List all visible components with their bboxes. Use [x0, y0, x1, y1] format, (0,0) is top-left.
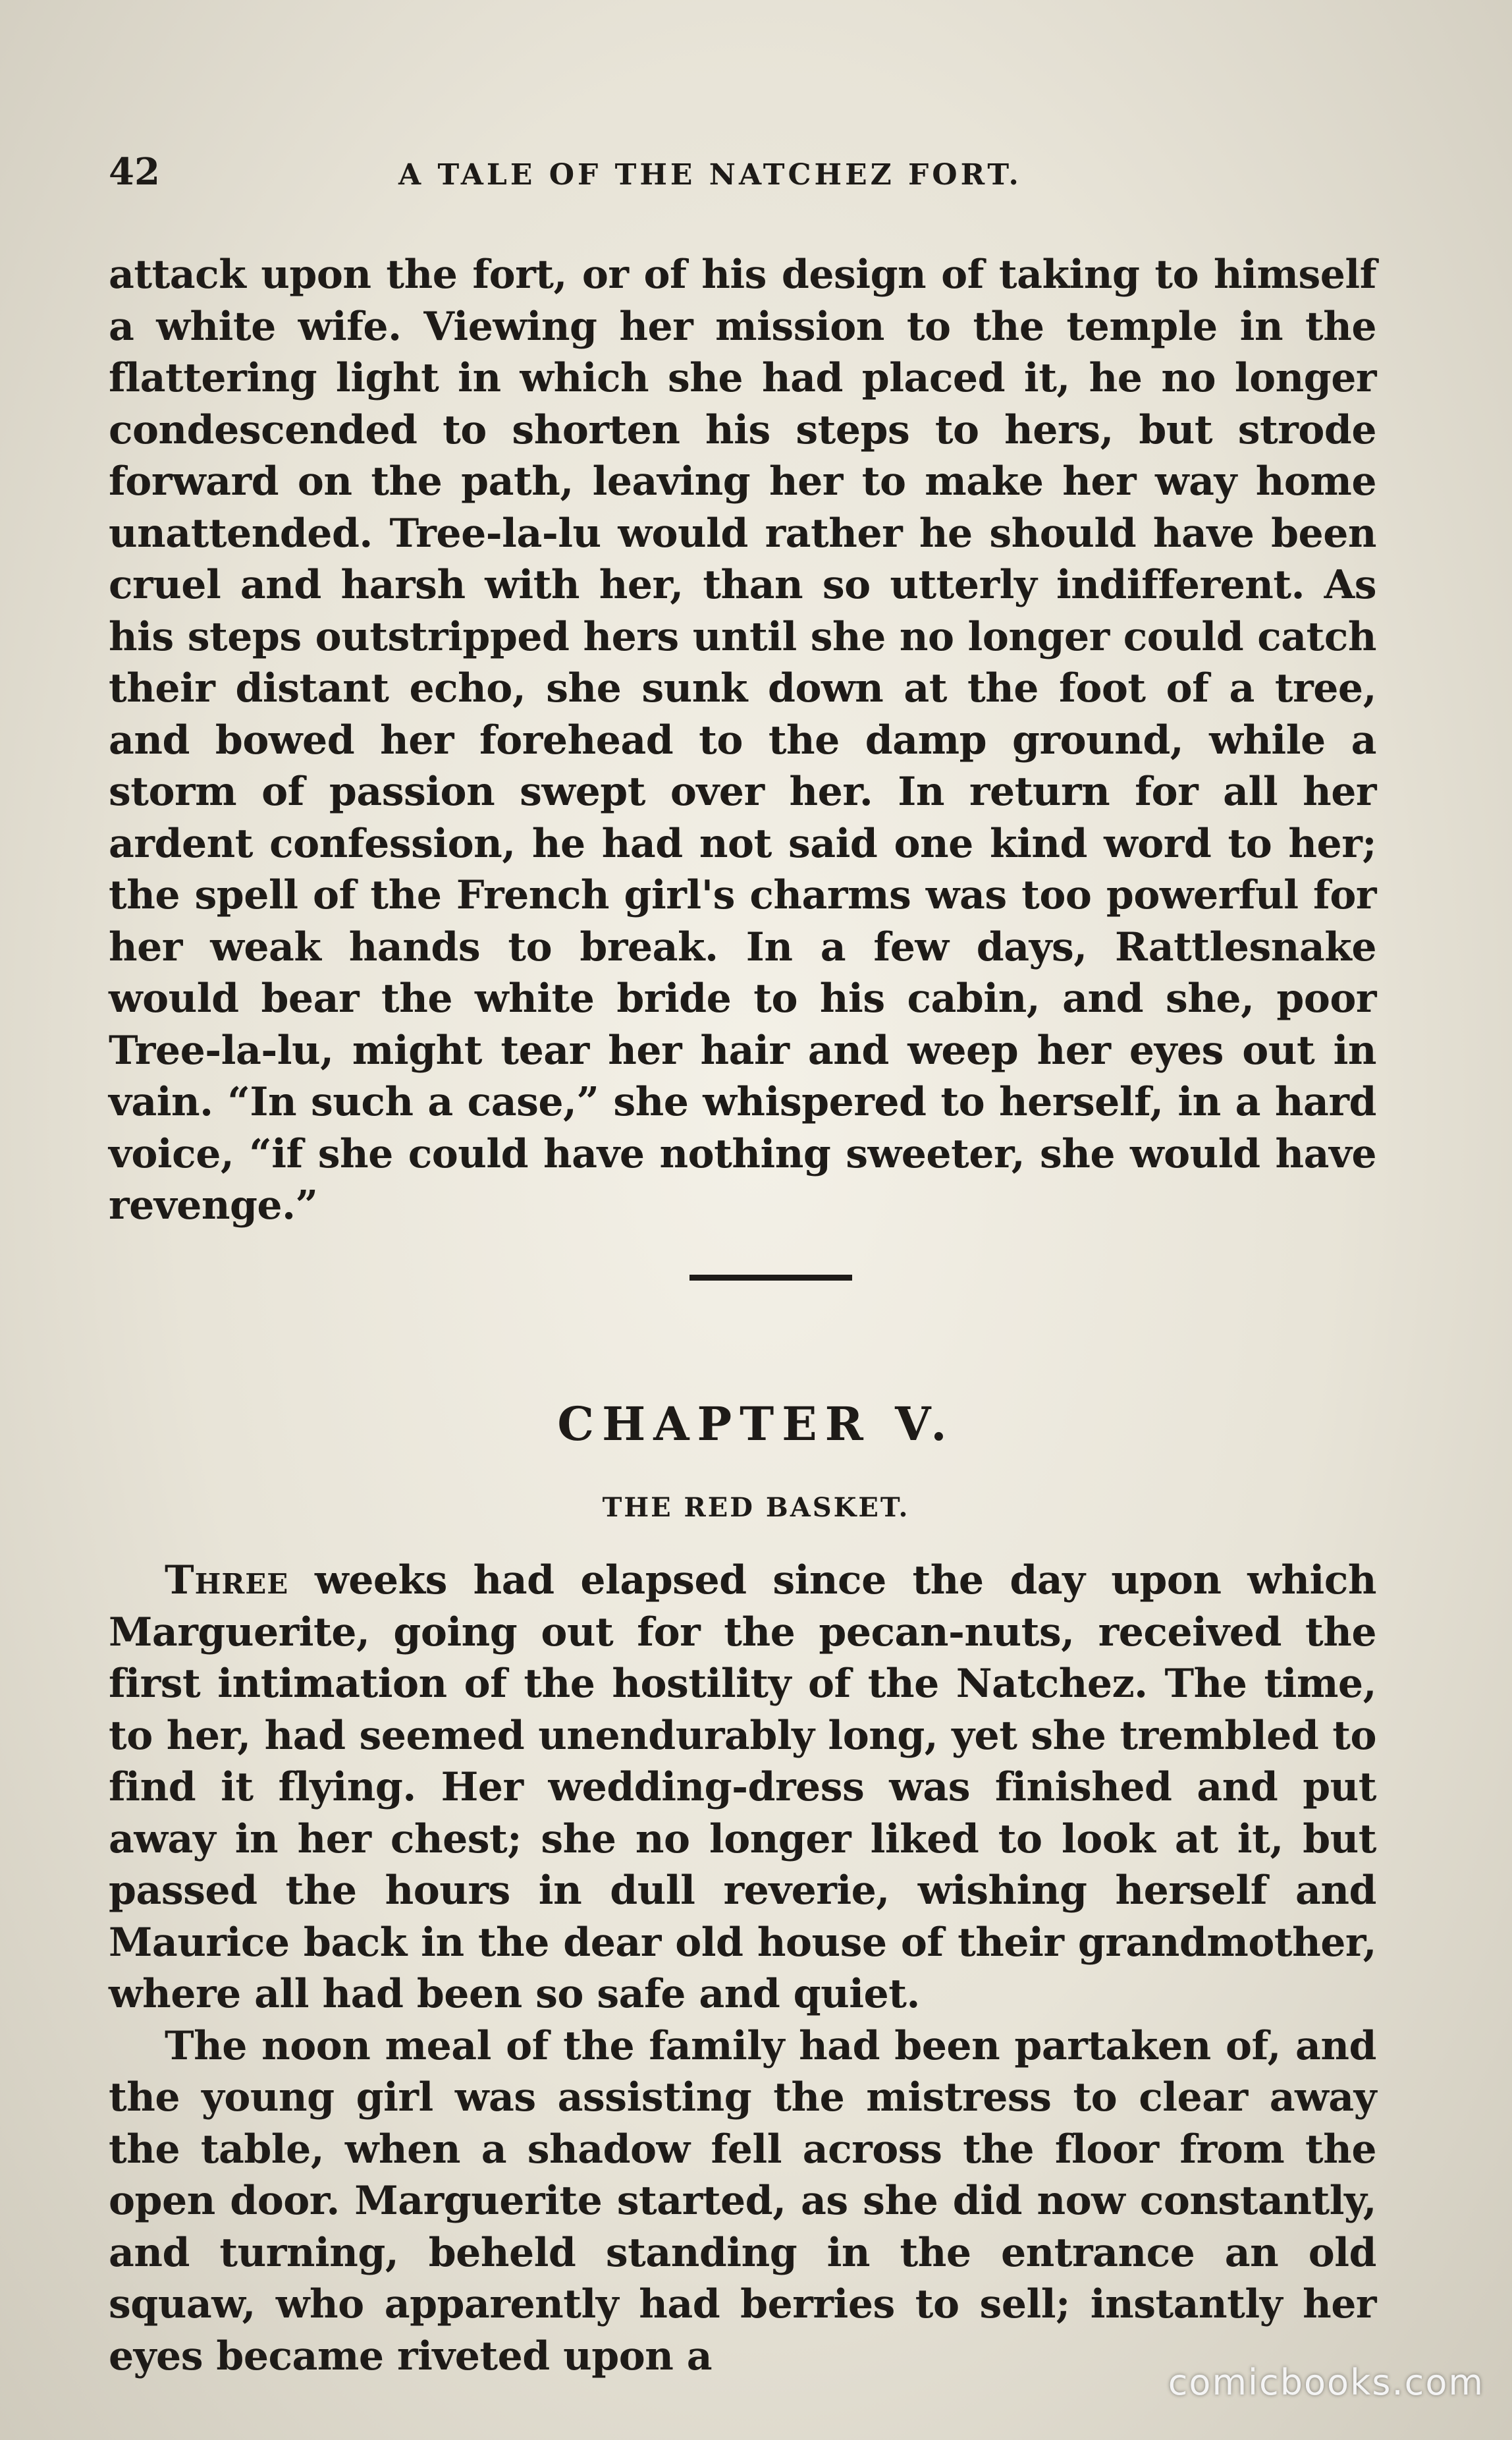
paragraph-opening	[109, 1555, 1376, 2020]
chapter-five-text	[109, 1555, 1376, 2382]
opening-word: Three	[165, 1557, 289, 1603]
page-number: 42	[109, 150, 160, 194]
opening-paragraph-text: weeks had elapsed since the day upon which Marguerite, going out for the pecan-nuts, received the first intimation of the hostility of the Natchez. The time, to her, had seemed unendurably long, yet she trembled to find it flying. Her wedding-dress was finished and put away in her chest; she no longer liked to look at it, but passed the hours in dull reverie, wishing herself and Maurice back in the dear old house of their grandmother, where all had been so safe and quiet.	[109, 1557, 1376, 2017]
watermark-logo: comicbooks.com	[1168, 2362, 1484, 2403]
closing-paragraph: attack upon the fort, or of his design of taking to himself a white wife. Viewing her mission to the temple in the flattering light in which she had placed it, he no longer condescended to shorten his steps to hers, but strode forward on the path, leaving her to make her way home unattended. Tree-la-lu would rather he should have been cruel and harsh with her, than so utterly indifferent. As his steps outstripped hers until she no longer could catch their distant echo, she sunk down at the foot of a tree, and bowed her forehead to the damp ground, while a storm of passion swept over her. In return for all her ardent confession, he had not said one kind word to her; the spell of the French girl's charms was too powerful for her weak hands to break. In a few days, Rattlesnake would bear the white bride to his cabin, and she, poor Tree-la-lu, might tear her hair and weep her eyes out in vain. “In such a case,” she whispered to herself, in a hard voice, “if she could have nothing sweeter, she would have revenge.”	[109, 252, 1376, 1229]
section-divider	[689, 1275, 852, 1281]
page-header	[109, 150, 1376, 203]
chapter-subtitle: THE RED BASKET.	[602, 1492, 910, 1523]
chapter-four-ending	[109, 249, 1376, 1232]
chapter-title: CHAPTER V.	[557, 1397, 955, 1451]
paragraph-second: The noon meal of the family had been partaken of, and the young girl was assisting the mistress to clear away the table, when a shadow fell across the floor from the open door. Marguerite started, as she did now constantly, and turning, beheld standing in the entrance an old squaw, who apparently had berries to sell; instantly her eyes became riveted upon a	[109, 2022, 1376, 2379]
running-head: A TALE OF THE NATCHEZ FORT.	[398, 158, 1022, 192]
